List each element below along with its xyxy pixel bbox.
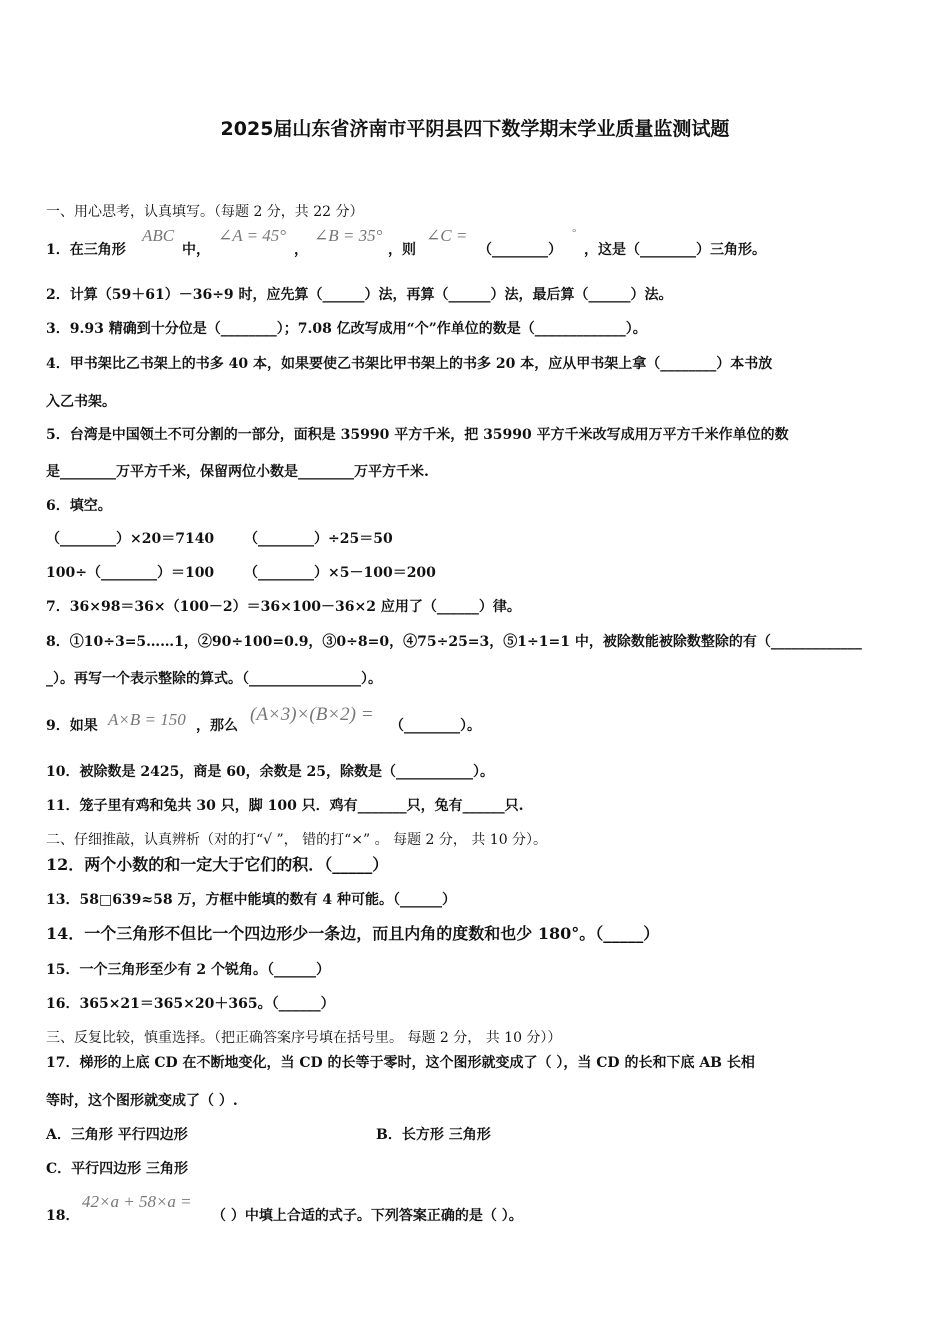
q1-prefix: 1．在三角形	[46, 242, 126, 258]
question-6-row-2b: （________）×5－100＝200	[244, 565, 436, 581]
q9-prefix: 9．如果	[46, 718, 98, 734]
q9-mid: ，那么	[196, 718, 238, 734]
question-5-line-2: 是________万平方千米，保留两位小数是________万平方千米.	[46, 464, 429, 480]
question-15: 15．一个三角形至少有 2 个锐角。（______）	[46, 962, 330, 978]
question-8-line-2: _）。再写一个表示整除的算式。（________________）。	[46, 671, 382, 687]
q1-math-abc: ABC	[142, 226, 175, 245]
question-13: 13．58□639≈58 万，方框中能填的数有 4 种可能。（______）	[46, 892, 456, 908]
question-3: 3．9.93 精确到十分位是（________）；7.08 亿改写成用“个”作单位的数是（_____________）。	[46, 321, 647, 337]
question-17-option-b: B．长方形 三角形	[376, 1127, 491, 1143]
question-16: 16．365×21＝365×20＋365。（______）	[46, 996, 335, 1012]
q9-math-1: A×B = 150	[108, 710, 186, 729]
question-6-head: 6．填空。	[46, 498, 112, 514]
section-1-heading: 一、用心思考，认真填写。（每题 2 分，共 22 分）	[46, 204, 364, 220]
question-10: 10．被除数是 2425，商是 60，余数是 25，除数是（___________）。	[46, 764, 495, 780]
question-6-row-1a: （________）×20＝7140	[46, 531, 215, 547]
q9-math-2: (A×3)×(B×2) =	[250, 704, 374, 725]
q9-tail: （________）。	[390, 718, 481, 734]
q1-degree: °	[572, 227, 577, 239]
question-2: 2．计算（59＋61）－36÷9 时，应先算（______）法，再算（______）法，最后算（______）法。	[46, 287, 673, 303]
question-7: 7．36×98＝36×（100－2）＝36×100－36×2 应用了（______）律。	[46, 599, 521, 615]
question-4-line-2: 入乙书架。	[46, 394, 116, 410]
q1-blank: （________）	[478, 242, 562, 258]
q1-zhong: 中，	[182, 242, 210, 258]
question-17-option-a: A．三角形 平行四边形	[46, 1127, 188, 1143]
question-17-option-c: C．平行四边形 三角形	[46, 1161, 189, 1177]
q18-tail: （ ）中填上合适的式子。下列答案正确的是（ ）。	[212, 1208, 523, 1224]
section-3-heading: 三、反复比较，慎重选择。（把正确答案序号填在括号里。 每题 2 分， 共 10 分））	[46, 1030, 562, 1046]
q18-math: 42×a + 58×a =	[82, 1192, 192, 1211]
q1-math-angle-b: ∠B = 35°	[314, 226, 383, 245]
question-4-line-1: 4．甲书架比乙书架上的书多 40 本，如果要使乙书架比甲书架上的书多 20 本，应从甲书架上拿（________）本书放	[46, 356, 773, 372]
question-17-line-2: 等时，这个图形就变成了（ ）.	[46, 1093, 238, 1109]
question-14: 14．一个三角形不但比一个四边形少一条边，而且内角的度数和也少 180°。（_____）	[46, 924, 660, 943]
q1-comma: ，	[294, 242, 308, 258]
question-11: 11．笼子里有鸡和兔共 30 只，脚 100 只．鸡有_______只，兔有______只.	[46, 798, 524, 814]
q1-math-angle-a: ∠A = 45°	[218, 226, 287, 245]
question-6-row-1b: （________）÷25＝50	[244, 531, 393, 547]
section-2-heading: 二、仔细推敲，认真辨析（对的打“√ ”， 错的打“×” 。 每题 2 分， 共 10 分）。	[46, 832, 548, 848]
question-17-line-1: 17．梯形的上底 CD 在不断地变化，当 CD 的长等于零时，这个图形就变成了（ ），当 CD 的长和下底 AB 长相	[46, 1055, 755, 1071]
question-5-line-1: 5．台湾是中国领土不可分割的一部分，面积是 35990 平方千米，把 35990 平方千米改写成用万平方千米作单位的数	[46, 427, 789, 443]
q1-tail: ，这是（________）三角形。	[584, 242, 766, 258]
q1-ze: ，则	[388, 242, 416, 258]
question-6-row-2a: 100÷（________）＝100	[46, 565, 215, 581]
q1-math-angle-c: ∠C =	[426, 226, 468, 245]
q18-prefix: 18．	[46, 1208, 80, 1224]
question-12: 12．两个小数的和一定大于它们的积．（_____）	[46, 855, 389, 874]
question-8-line-1: 8．①10÷3=5……1，②90÷100=0.9，③0÷8=0，④75÷25=3，⑤1÷1=1 中，被除数能被除数整除的有（_____________	[46, 634, 862, 650]
page-title: 2025届山东省济南市平阴县四下数学期末学业质量监测试题	[220, 118, 730, 140]
